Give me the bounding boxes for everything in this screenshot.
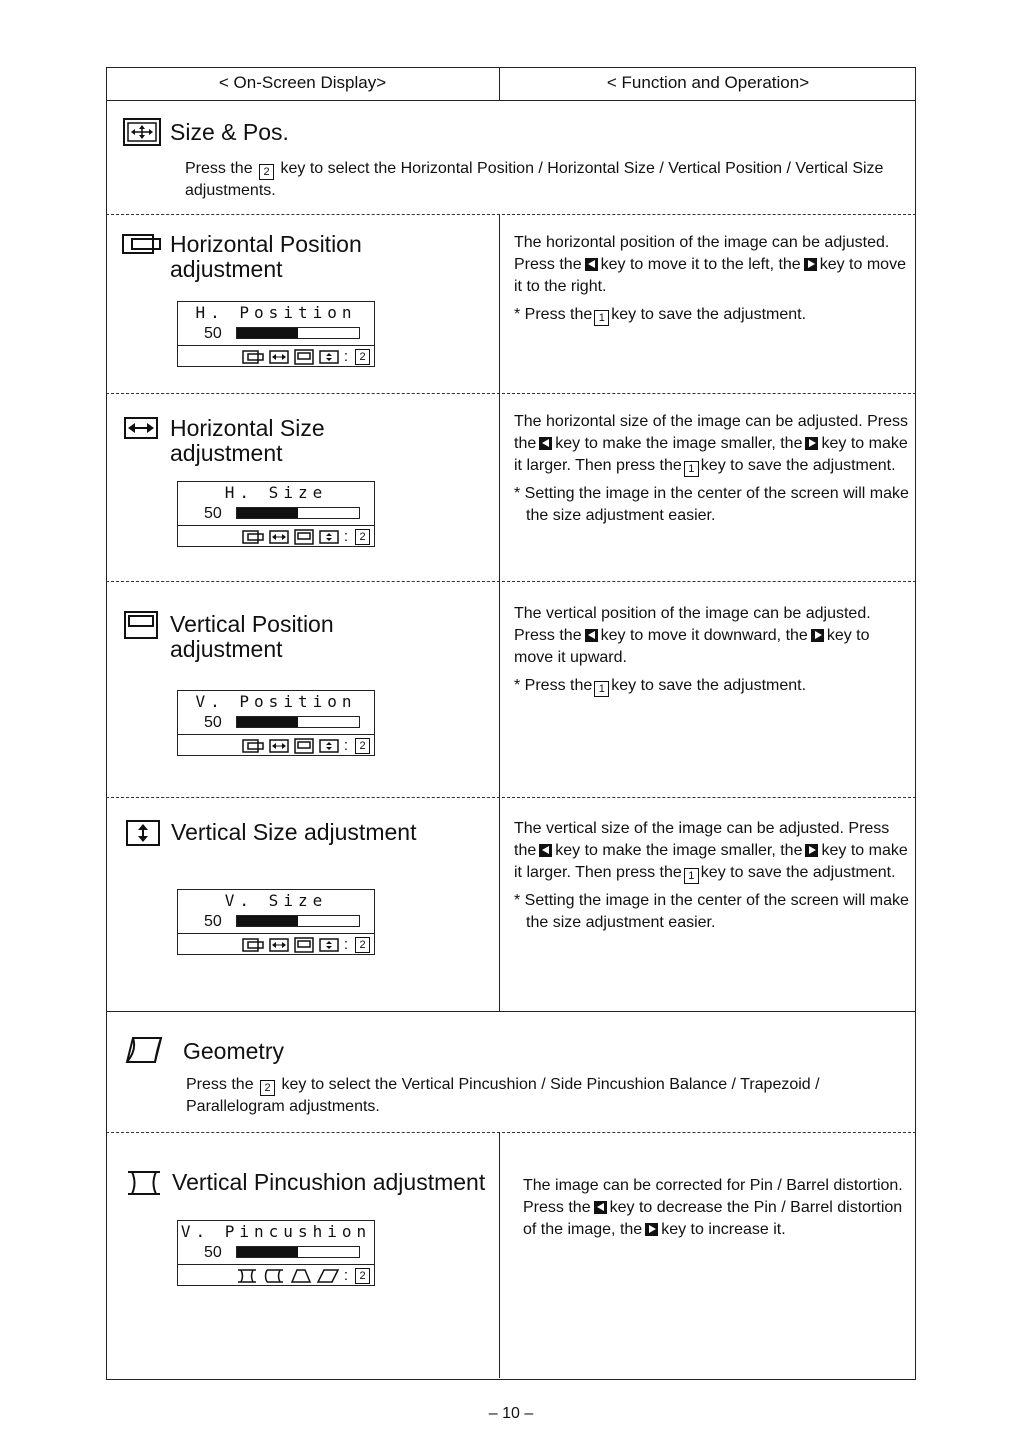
- row-title: Horizontal Size adjustment: [170, 415, 325, 466]
- v-position-icon: [294, 349, 314, 365]
- osd-value: 50: [204, 913, 222, 930]
- right-key-icon: [811, 629, 824, 642]
- row-title: Vertical Size adjustment: [171, 819, 417, 845]
- v-position-icon: [124, 611, 158, 639]
- row-divider: [106, 1132, 916, 1133]
- osd-label: V. Pincushion: [180, 1222, 372, 1241]
- desc-text: key to save the adjustment.: [700, 864, 896, 881]
- note-text: * Press the: [514, 306, 593, 323]
- osd-separator: [178, 345, 374, 346]
- desc-text: key to make the image smaller, the: [555, 842, 803, 859]
- h-size-icon: [269, 938, 289, 952]
- osd-level-bar: [236, 327, 360, 339]
- note-text: key to save the adjustment.: [611, 677, 807, 694]
- row-title: Horizontal Position adjustment: [170, 231, 362, 282]
- row-description: [514, 603, 906, 703]
- desc-text: key to move it to the right.: [514, 256, 906, 295]
- desc-text: key to increase it.: [661, 1221, 786, 1238]
- h-position-icon: [242, 350, 264, 364]
- key-2-icon: 2: [355, 349, 370, 365]
- row-divider: [106, 797, 916, 798]
- osd-icon-row: : 2: [242, 736, 372, 755]
- desc-text: key to make it larger. Then press the: [514, 435, 908, 474]
- desc-text: The image can be corrected for Pin / Barrel distortion. Press the: [523, 1177, 903, 1216]
- section-rule: [106, 1011, 916, 1012]
- osd-level-fill: [237, 1247, 298, 1257]
- desc-text: The horizontal position of the image can be adjusted. Press the: [514, 234, 890, 273]
- v-position-icon: [294, 529, 314, 545]
- column-divider: [499, 214, 500, 1011]
- key-1-icon: 1: [684, 461, 699, 477]
- h-position-icon: [242, 530, 264, 544]
- osd-icon-row: : 2: [236, 1266, 372, 1285]
- v-size-icon: [319, 530, 339, 544]
- size-pos-icon: [123, 118, 161, 146]
- note-text: * Setting the image in the center of the screen will make the size adjustment easier.: [514, 485, 909, 524]
- osd-separator: [178, 933, 374, 934]
- osd-separator: [178, 734, 374, 735]
- osd-label: H. Position: [195, 303, 357, 322]
- desc-text: key to make the image smaller, the: [555, 435, 803, 452]
- key-2-icon: 2: [260, 1080, 275, 1096]
- manual-table: [106, 67, 916, 1380]
- left-key-icon: [594, 1201, 607, 1214]
- pincushion-icon: [124, 1170, 164, 1196]
- v-size-icon: [319, 739, 339, 753]
- left-key-icon: [585, 258, 598, 271]
- header-function: < Function and Operation>: [606, 73, 810, 92]
- trapezoid-icon: [290, 1268, 312, 1284]
- osd-separator: [178, 1264, 374, 1265]
- row-divider: [106, 214, 916, 215]
- row-title: Vertical Pincushion adjustment: [172, 1169, 486, 1195]
- osd-separator: [178, 525, 374, 526]
- v-position-icon: [294, 738, 314, 754]
- h-position-icon: [242, 739, 264, 753]
- osd-level-fill: [237, 916, 298, 926]
- desc-text: key to move it upward.: [514, 627, 870, 666]
- osd-value: 50: [204, 325, 222, 342]
- desc-text: key to decrease the Pin / Barrel distortion of the image, the: [523, 1199, 903, 1238]
- intro-text: Press the: [185, 160, 253, 177]
- size-pos-intro: [185, 158, 905, 202]
- desc-text: The vertical size of the image can be adjusted. Press the: [514, 820, 890, 859]
- left-key-icon: [539, 437, 552, 450]
- row-divider: [106, 581, 916, 582]
- note-text: * Setting the image in the center of the screen will make the size adjustment easier.: [514, 892, 909, 931]
- pincushion-icon: [236, 1268, 258, 1284]
- osd-level-fill: [237, 328, 298, 338]
- row-title: Vertical Position adjustment: [170, 611, 334, 662]
- osd-value: 50: [204, 714, 222, 731]
- header-osd: < On-Screen Display>: [218, 73, 387, 92]
- osd-level-bar: [236, 716, 360, 728]
- left-key-icon: [539, 844, 552, 857]
- osd-panel: [177, 690, 375, 756]
- right-key-icon: [645, 1223, 658, 1236]
- desc-text: The vertical position of the image can be adjusted. Press the: [514, 605, 871, 644]
- key-2-icon: 2: [355, 529, 370, 545]
- pin-balance-icon: [263, 1268, 285, 1284]
- right-key-icon: [805, 437, 818, 450]
- intro-text: key to select the Vertical Pincushion / Side Pincushion Balance / Trapezoid / Parallelogram adjustments.: [186, 1076, 820, 1115]
- desc-text: key to move it downward, the: [600, 627, 808, 644]
- key-2-icon: 2: [259, 164, 274, 180]
- osd-level-bar: [236, 915, 360, 927]
- geometry-intro: [186, 1074, 911, 1118]
- note-text: * Press the: [514, 677, 593, 694]
- desc-text: The horizontal size of the image can be adjusted. Press the: [514, 413, 908, 452]
- osd-level-bar: [236, 1246, 360, 1258]
- row-description: [523, 1175, 903, 1247]
- desc-text: key to move it to the left, the: [600, 256, 801, 273]
- row-description: [514, 232, 906, 332]
- osd-label: H. Size: [224, 483, 328, 502]
- osd-icon-row: : 2: [242, 527, 372, 546]
- osd-value: 50: [204, 505, 222, 522]
- h-position-icon: [242, 938, 264, 952]
- key-2-icon: 2: [355, 738, 370, 754]
- osd-icon-row: : 2: [242, 935, 372, 954]
- header-rule: [106, 100, 916, 101]
- note-text: key to save the adjustment.: [611, 306, 807, 323]
- right-key-icon: [804, 258, 817, 271]
- v-size-icon: [126, 820, 160, 846]
- left-key-icon: [585, 629, 598, 642]
- intro-text: key to select the Horizontal Position / Horizontal Size / Vertical Position / Vertical Size adjustments.: [185, 160, 884, 199]
- desc-text: key to save the adjustment.: [700, 457, 896, 474]
- key-1-icon: 1: [594, 310, 609, 326]
- osd-panel: [177, 301, 375, 367]
- h-position-icon: [122, 233, 162, 255]
- osd-level-fill: [237, 717, 298, 727]
- osd-value: 50: [204, 1244, 222, 1261]
- key-1-icon: 1: [594, 681, 609, 697]
- h-size-icon: [124, 417, 158, 439]
- osd-label: V. Position: [195, 692, 357, 711]
- size-pos-title: Size & Pos.: [170, 119, 289, 145]
- osd-label: V. Size: [224, 891, 328, 910]
- geometry-title: Geometry: [183, 1038, 284, 1064]
- key-1-icon: 1: [684, 868, 699, 884]
- osd-icon-row: : 2: [242, 347, 372, 366]
- v-position-icon: [294, 937, 314, 953]
- key-2-icon: 2: [355, 1268, 370, 1284]
- h-size-icon: [269, 350, 289, 364]
- row-description: [514, 411, 914, 533]
- row-description: [514, 818, 909, 940]
- intro-text: Press the: [186, 1076, 254, 1093]
- row-divider: [106, 393, 916, 394]
- desc-text: key to make it larger. Then press the: [514, 842, 908, 881]
- v-size-icon: [319, 350, 339, 364]
- page-number: – 10 –: [488, 1405, 534, 1422]
- geometry-icon: [125, 1035, 165, 1065]
- osd-panel: [177, 481, 375, 547]
- h-size-icon: [269, 739, 289, 753]
- v-size-icon: [319, 938, 339, 952]
- key-2-icon: 2: [355, 937, 370, 953]
- parallelogram-icon: [317, 1268, 339, 1284]
- osd-panel: [177, 889, 375, 955]
- osd-panel: [177, 1220, 375, 1286]
- osd-level-fill: [237, 508, 298, 518]
- osd-level-bar: [236, 507, 360, 519]
- right-key-icon: [805, 844, 818, 857]
- column-divider: [499, 1132, 500, 1378]
- h-size-icon: [269, 530, 289, 544]
